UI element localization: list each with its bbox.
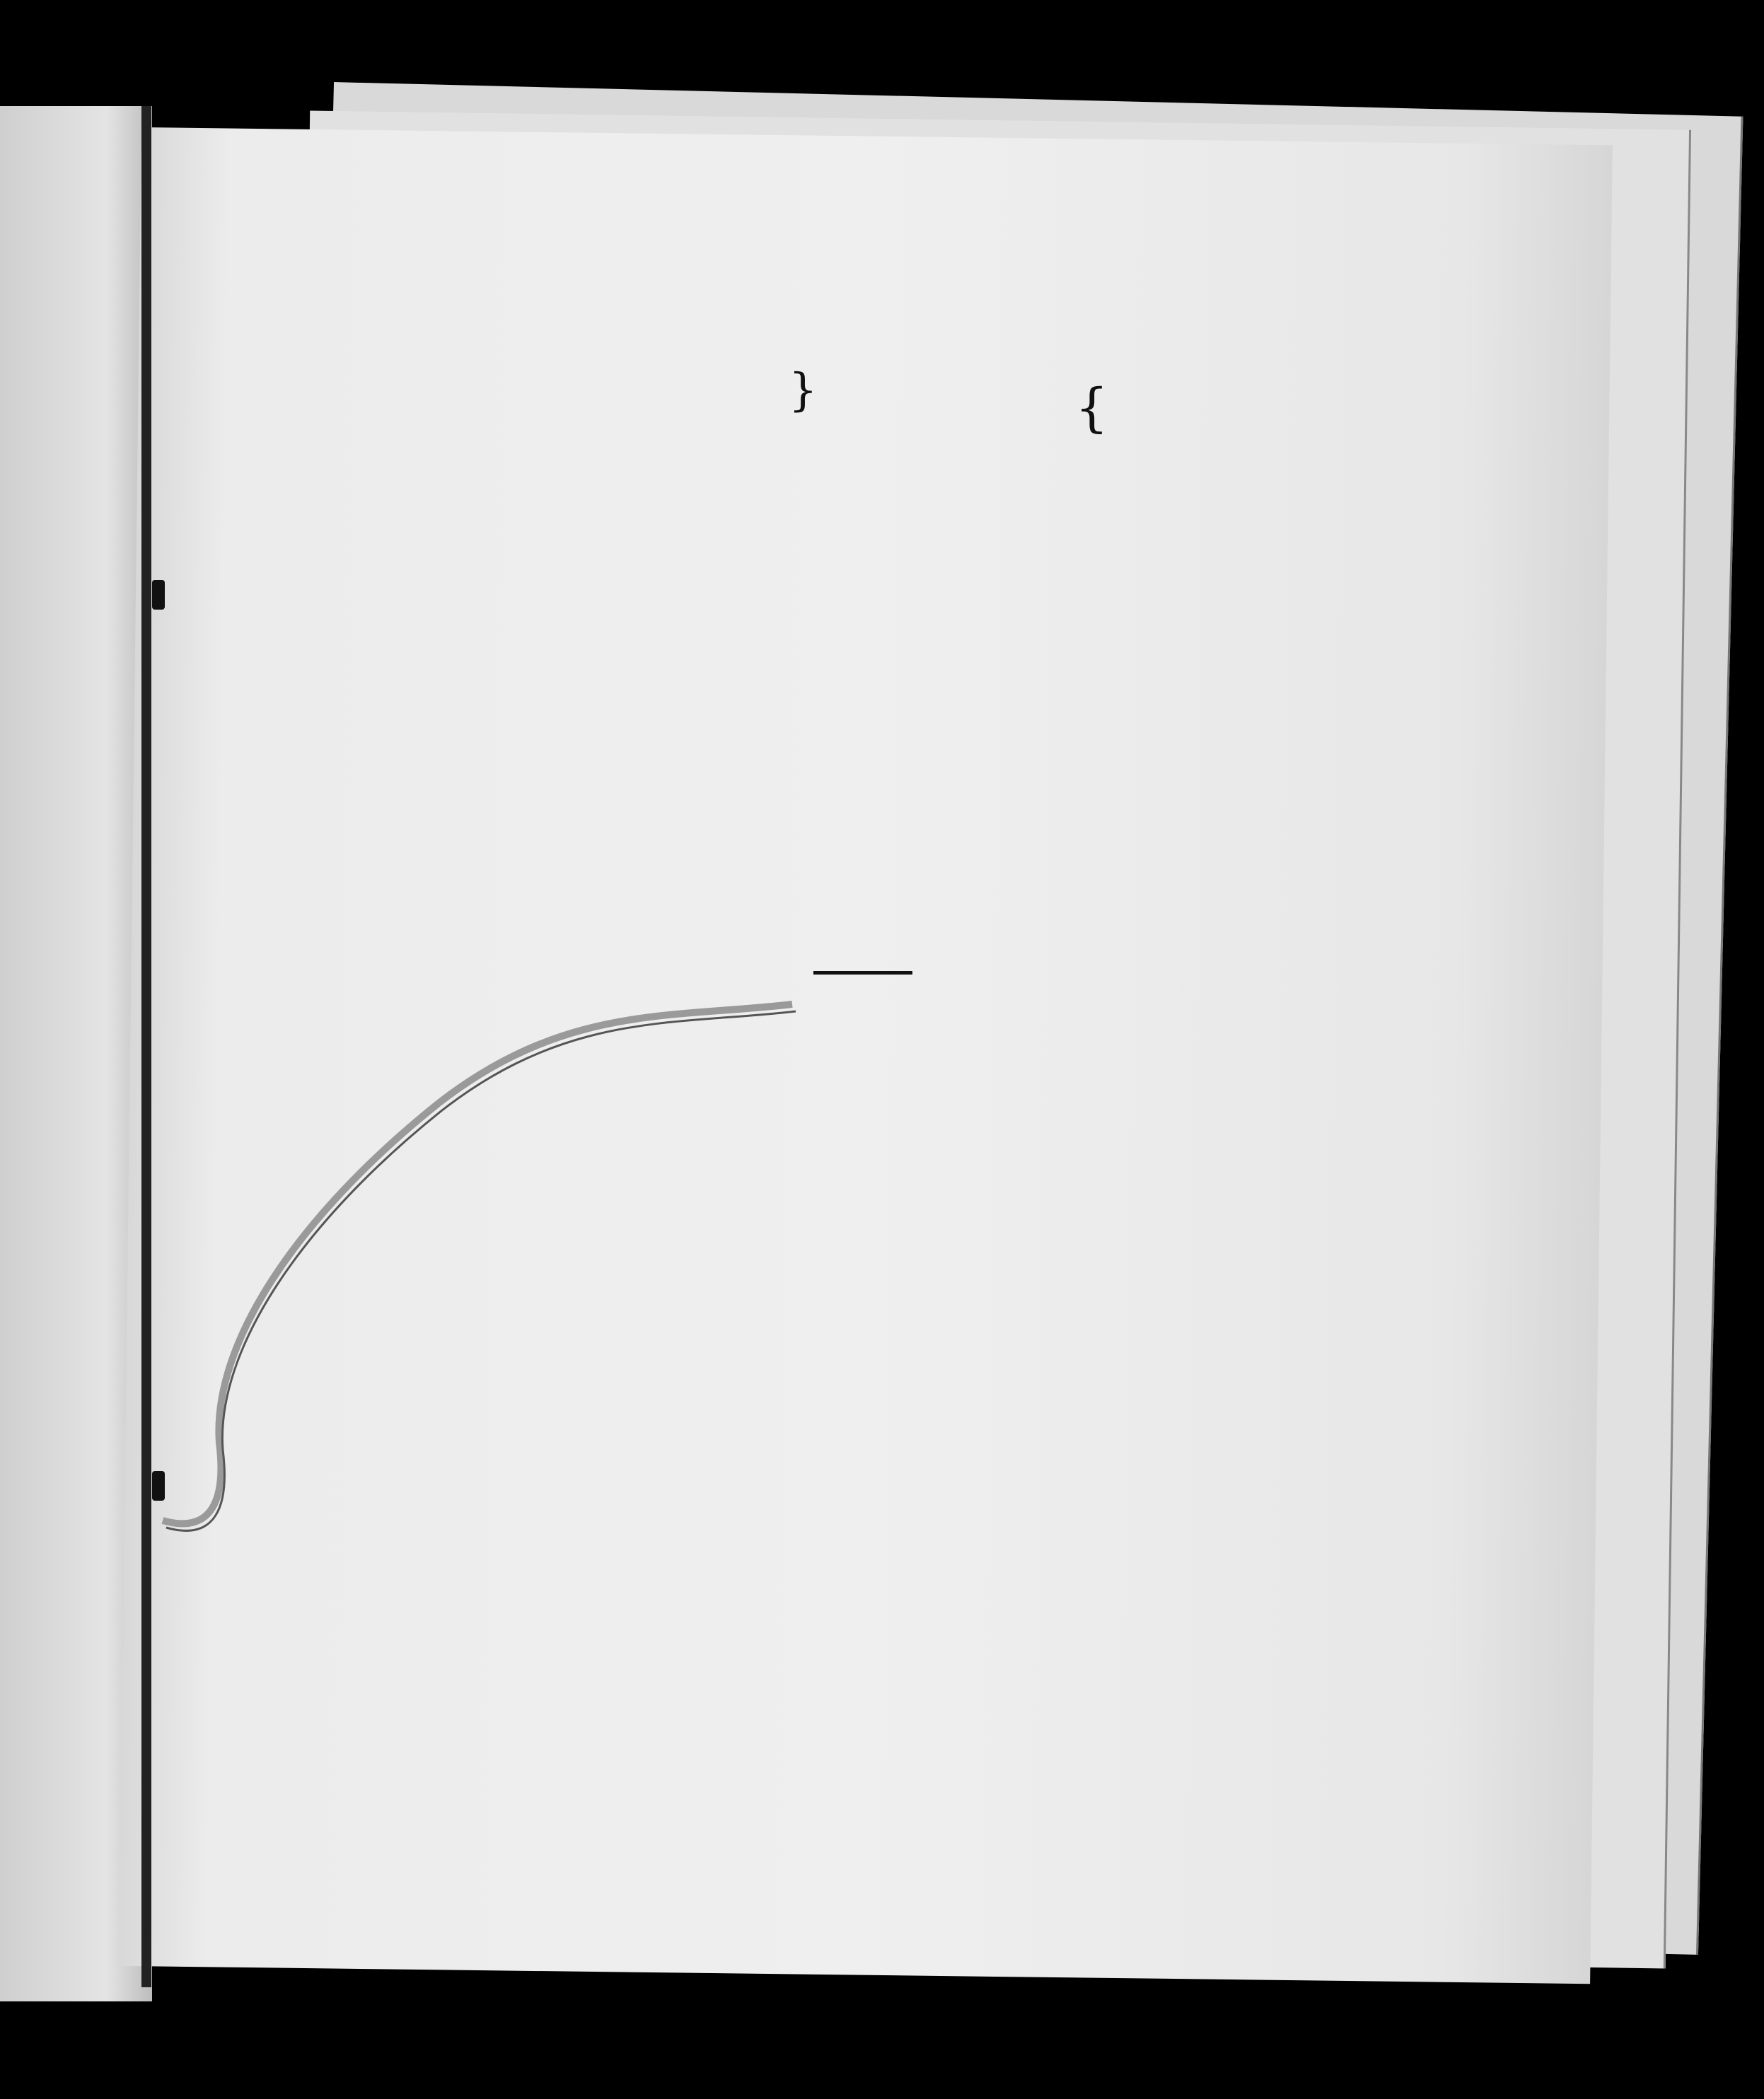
section-divider — [813, 971, 912, 975]
brace-left-icon: { — [1075, 378, 1109, 438]
brace-right-icon: } — [789, 364, 818, 417]
